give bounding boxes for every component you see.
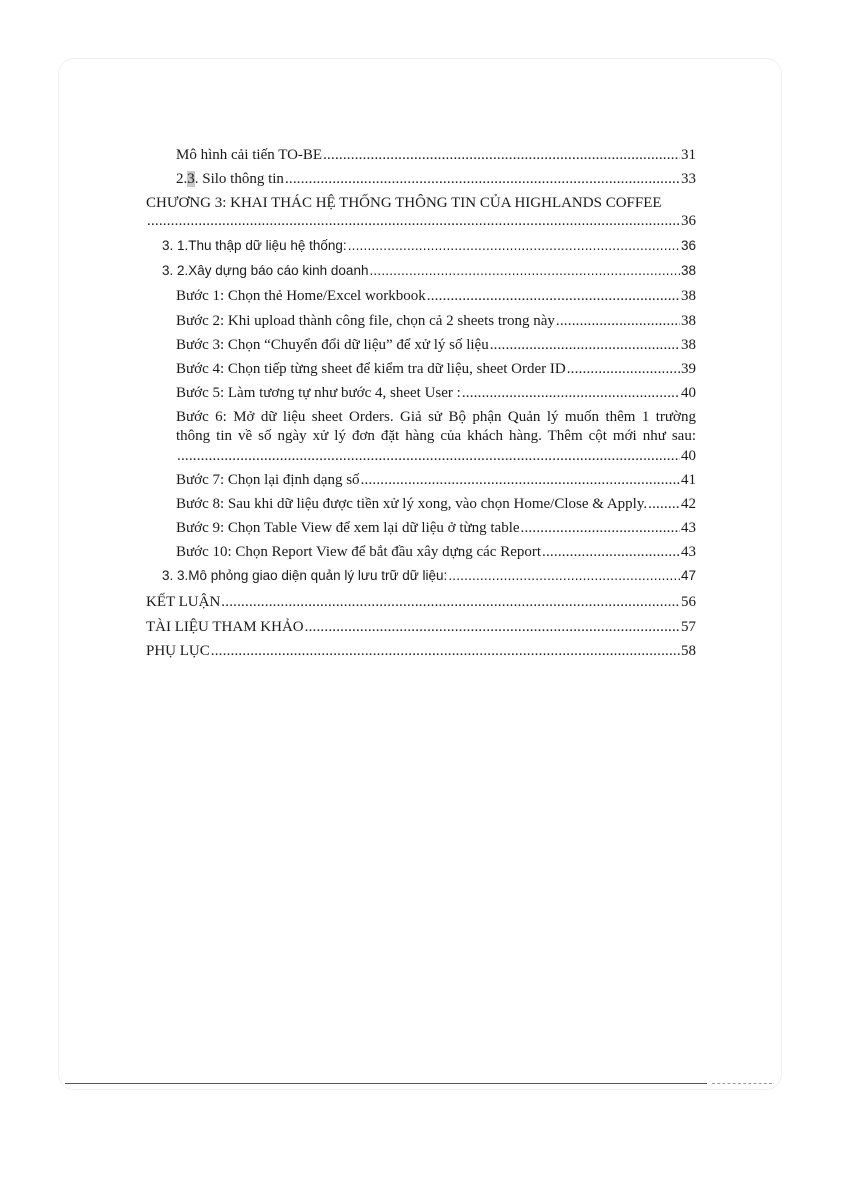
toc-step-6-line-2[interactable]: thông tin về số ngày xử lý đơn đặt hàng của khách hàng. Thêm cột mới như sau: (176, 428, 696, 444)
toc-entry-chapter-3[interactable] (146, 211, 696, 231)
toc-entry-step-2[interactable] (176, 311, 696, 331)
toc-number-part: 2. (176, 171, 188, 187)
toc-leader (285, 169, 680, 189)
toc-page-number: 41 (681, 472, 696, 488)
toc-entry-title: Bước 5: Làm tương tự như bước 4, sheet User : (176, 385, 461, 401)
toc-chapter-3-title[interactable]: CHƯƠNG 3: KHAI THÁC HỆ THỐNG THÔNG TIN CỦA HIGHLANDS COFFEE (146, 195, 662, 211)
toc-entry-step-9[interactable] (176, 518, 696, 538)
toc-page-number: 39 (681, 361, 696, 377)
toc-page-number: 38 (681, 313, 696, 329)
toc-leader (567, 359, 680, 379)
toc-entry-tai-lieu[interactable] (146, 617, 696, 637)
toc-entry-step-7[interactable] (176, 470, 696, 490)
toc-entry-step-3[interactable] (176, 335, 696, 355)
toc-page-number: 33 (681, 171, 696, 187)
toc-entry-title (176, 169, 284, 189)
toc-entry-phu-luc[interactable] (146, 641, 696, 661)
highlighted-number: 3 (187, 171, 195, 187)
toc-page-number: 36 (680, 238, 696, 253)
toc-entry-title: Bước 7: Chọn lại định dạng số (176, 472, 360, 488)
toc-entry-3-3[interactable] (162, 566, 696, 586)
toc-page-number: 58 (681, 643, 696, 659)
toc-leader (147, 211, 680, 231)
toc-page-number: 38 (681, 288, 696, 304)
toc-leader (521, 518, 680, 538)
toc-leader (427, 286, 680, 306)
toc-entry-step-5[interactable] (176, 383, 696, 403)
toc-entry-title: Bước 3: Chọn “Chuyển đổi dữ liệu” để xử lý số liệu (176, 337, 489, 353)
toc-page-number: 42 (681, 496, 696, 512)
toc-entry-title: Bước 2: Khi upload thành công file, chọn cả 2 sheets trong này (176, 313, 555, 329)
toc-entry-title: Bước 9: Chọn Table View để xem lại dữ liệu ở từng table (176, 520, 520, 536)
toc-leader (305, 617, 680, 637)
toc-leader (648, 494, 680, 514)
toc-leader (369, 261, 680, 281)
toc-entry-title: Bước 8: Sau khi dữ liệu được tiền xử lý xong, vào chọn Home/Close & Apply. (176, 496, 648, 512)
toc-page-number: 57 (681, 619, 696, 635)
toc-leader (556, 311, 680, 331)
footer-rule (65, 1083, 707, 1084)
toc-entry-title: PHỤ LỤC (146, 643, 210, 659)
toc-page-number: 47 (680, 568, 696, 583)
toc-leader (211, 641, 680, 661)
toc-entry-step-1[interactable] (176, 286, 696, 306)
toc-entry-silo[interactable] (176, 169, 696, 189)
toc-page-number: 40 (681, 385, 696, 401)
toc-entry-title: Bước 10: Chọn Report View để bắt đầu xây dựng các Report (176, 544, 542, 560)
toc-page-number: 38 (680, 263, 696, 278)
toc-leader (490, 335, 680, 355)
toc-page-number: 43 (681, 520, 696, 536)
toc-leader (448, 566, 680, 586)
toc-leader (177, 446, 680, 466)
toc-entry-step-6[interactable] (176, 446, 696, 466)
toc-entry-title: Bước 4: Chọn tiếp từng sheet để kiểm tra dữ liệu, sheet Order ID (176, 361, 566, 377)
toc-section-number: 3. 2. (162, 263, 189, 278)
toc-entry-text: . Silo thông tin (194, 171, 284, 187)
toc-leader (323, 145, 680, 165)
toc-entry-title: Mô hình cải tiến TO-BE (176, 147, 323, 163)
toc-page-number: 38 (681, 337, 696, 353)
toc-leader (361, 470, 680, 490)
footer-dash (712, 1083, 772, 1084)
toc-leader (462, 383, 680, 403)
toc-entry-title: KẾT LUẬN (146, 594, 221, 610)
toc-leader (542, 542, 680, 562)
toc-page-number: 31 (681, 147, 696, 163)
toc-page-number: 43 (681, 544, 696, 560)
toc-entry-to-be[interactable] (176, 145, 696, 165)
toc-section-number: 3. 1. (162, 238, 189, 253)
toc-page-number: 56 (681, 594, 696, 610)
toc-entry-step-4[interactable] (176, 359, 696, 379)
toc-entry-title: Thu thập dữ liệu hệ thống: (188, 238, 347, 253)
toc-entry-3-2[interactable] (162, 261, 696, 281)
toc-leader (348, 236, 680, 256)
toc-page-number: 36 (681, 213, 696, 229)
toc-entry-title: Mô phỏng giao diện quản lý lưu trữ dữ liệu: (188, 568, 448, 583)
toc-leader (221, 592, 680, 612)
toc-page-number: 40 (681, 448, 696, 464)
toc-entry-3-1[interactable] (162, 236, 696, 256)
toc-section-number: 3. 3. (162, 568, 189, 583)
toc-entry-step-8[interactable] (176, 494, 696, 514)
toc-step-6-line-1[interactable]: Bước 6: Mở dữ liệu sheet Orders. Giả sử Bộ phận Quản lý muốn thêm 1 trường (176, 409, 696, 425)
toc-entry-step-10[interactable] (176, 542, 696, 562)
toc-entry-title: TÀI LIỆU THAM KHẢO (146, 619, 304, 635)
toc-entry-title: Xây dựng báo cáo kinh doanh (188, 263, 369, 278)
toc-entry-title: Bước 1: Chọn thẻ Home/Excel workbook (176, 288, 426, 304)
toc-entry-ket-luan[interactable] (146, 592, 696, 612)
